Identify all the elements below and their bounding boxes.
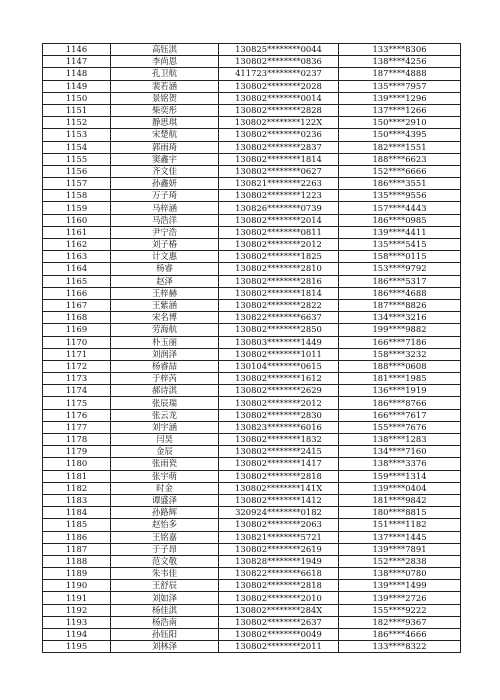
table-row (43, 409, 461, 421)
id-number-cell: 130821********5721 (219, 531, 339, 543)
id-number-cell: 130802********1814 (219, 287, 339, 299)
id-number-cell: 130802********2837 (219, 141, 339, 153)
name-cell: 王梓赫 (111, 287, 219, 299)
name-cell: 柴奕彤 (111, 104, 219, 116)
phone-cell: 151****1182 (339, 519, 461, 531)
table-row (43, 592, 461, 604)
id-number-cell: 130802********2014 (219, 214, 339, 226)
name-cell: 静思琪 (111, 117, 219, 129)
phone-cell: 152****6666 (339, 165, 461, 177)
phone-cell: 137****1266 (339, 104, 461, 116)
row-number-cell: 1154 (43, 141, 111, 153)
row-number-cell: 1173 (43, 373, 111, 385)
table-row (43, 482, 461, 494)
table-row (43, 385, 461, 397)
name-cell: 杨佳淇 (111, 604, 219, 616)
id-number-cell: 130802********2629 (219, 385, 339, 397)
id-number-cell: 130802********2816 (219, 275, 339, 287)
row-number-cell: 1147 (43, 56, 111, 68)
table-row (43, 421, 461, 433)
phone-cell: 188****0608 (339, 360, 461, 372)
name-cell: 景铭贺 (111, 92, 219, 104)
table-row (43, 519, 461, 531)
row-number-cell: 1178 (43, 434, 111, 446)
row-number-cell: 1186 (43, 531, 111, 543)
id-number-cell: 130802********0014 (219, 92, 339, 104)
row-number-cell: 1171 (43, 348, 111, 360)
id-number-cell: 130802********1412 (219, 494, 339, 506)
row-number-cell: 1184 (43, 507, 111, 519)
name-cell: 刘林泽 (111, 641, 219, 653)
table-row (43, 226, 461, 238)
id-number-cell: 130802********1825 (219, 251, 339, 263)
id-number-cell: 130802********284X (219, 604, 339, 616)
id-number-cell: 130802********2828 (219, 104, 339, 116)
name-cell: 齐文佳 (111, 165, 219, 177)
phone-cell: 133****8306 (339, 44, 461, 56)
row-number-cell: 1151 (43, 104, 111, 116)
row-number-cell: 1158 (43, 190, 111, 202)
table-row (43, 141, 461, 153)
name-cell: 王舒辰 (111, 580, 219, 592)
table-row (43, 165, 461, 177)
row-number-cell: 1169 (43, 324, 111, 336)
name-cell: 宋名博 (111, 312, 219, 324)
row-number-cell: 1176 (43, 409, 111, 421)
row-number-cell: 1152 (43, 117, 111, 129)
phone-cell: 181****9842 (339, 494, 461, 506)
phone-cell: 155****7676 (339, 421, 461, 433)
table-row (43, 214, 461, 226)
phone-cell: 135****7957 (339, 80, 461, 92)
name-cell: 刘宇涵 (111, 421, 219, 433)
row-number-cell: 1168 (43, 312, 111, 324)
row-number-cell: 1174 (43, 385, 111, 397)
name-cell: 杨睿喆 (111, 360, 219, 372)
name-cell: 劳海航 (111, 324, 219, 336)
table-row (43, 543, 461, 555)
row-number-cell: 1166 (43, 287, 111, 299)
phone-cell: 150****4395 (339, 129, 461, 141)
id-number-cell: 130825********0044 (219, 44, 339, 56)
table-row (43, 275, 461, 287)
table-row (43, 44, 461, 56)
table-row (43, 324, 461, 336)
row-number-cell: 1161 (43, 226, 111, 238)
name-cell: 高钰淇 (111, 44, 219, 56)
phone-cell: 186****3551 (339, 178, 461, 190)
phone-cell: 186****4666 (339, 629, 461, 641)
phone-cell: 180****8815 (339, 507, 461, 519)
id-number-cell: 130802********2012 (219, 239, 339, 251)
name-cell: 郭雨琦 (111, 141, 219, 153)
phone-cell: 186****5317 (339, 275, 461, 287)
table-row (43, 373, 461, 385)
name-cell: 张辰瑞 (111, 397, 219, 409)
row-number-cell: 1157 (43, 178, 111, 190)
row-number-cell: 1156 (43, 165, 111, 177)
roster-table-body (43, 44, 461, 653)
row-number-cell: 1153 (43, 129, 111, 141)
id-number-cell: 130802********0236 (219, 129, 339, 141)
name-cell: 张雨瓷 (111, 458, 219, 470)
name-cell: 尹宁浩 (111, 226, 219, 238)
phone-cell: 187****4888 (339, 68, 461, 80)
row-number-cell: 1160 (43, 214, 111, 226)
table-row (43, 104, 461, 116)
row-number-cell: 1179 (43, 446, 111, 458)
table-row (43, 446, 461, 458)
phone-cell: 158****0115 (339, 251, 461, 263)
phone-cell: 138****4256 (339, 56, 461, 68)
id-number-cell: 130803********1449 (219, 336, 339, 348)
id-number-cell: 130802********1417 (219, 458, 339, 470)
name-cell: 闫昊 (111, 434, 219, 446)
row-number-cell: 1165 (43, 275, 111, 287)
table-row (43, 531, 461, 543)
row-number-cell: 1170 (43, 336, 111, 348)
phone-cell: 133****8322 (339, 641, 461, 653)
table-row (43, 263, 461, 275)
name-cell: 计文惠 (111, 251, 219, 263)
phone-cell: 135****9556 (339, 190, 461, 202)
id-number-cell: 130802********2028 (219, 80, 339, 92)
phone-cell: 137****1445 (339, 531, 461, 543)
id-number-cell: 130802********1011 (219, 348, 339, 360)
phone-cell: 138****0780 (339, 568, 461, 580)
table-row (43, 117, 461, 129)
name-cell: 范文敬 (111, 555, 219, 567)
table-row (43, 470, 461, 482)
table-row (43, 616, 461, 628)
id-number-cell: 130802********0627 (219, 165, 339, 177)
phone-cell: 187****8826 (339, 299, 461, 311)
name-cell: 杨睿 (111, 263, 219, 275)
table-row (43, 92, 461, 104)
table-row (43, 202, 461, 214)
phone-cell: 157****4443 (339, 202, 461, 214)
table-row (43, 80, 461, 92)
name-cell: 刘子椿 (111, 239, 219, 251)
row-number-cell: 1183 (43, 494, 111, 506)
phone-cell: 139****2726 (339, 592, 461, 604)
table-row (43, 458, 461, 470)
phone-cell: 155****9222 (339, 604, 461, 616)
row-number-cell: 1175 (43, 397, 111, 409)
table-row (43, 153, 461, 165)
id-number-cell: 130802********1612 (219, 373, 339, 385)
row-number-cell: 1150 (43, 92, 111, 104)
name-cell: 宋楚航 (111, 129, 219, 141)
roster-table (42, 43, 461, 653)
name-cell: 孙路辉 (111, 507, 219, 519)
row-number-cell: 1155 (43, 153, 111, 165)
row-number-cell: 1195 (43, 641, 111, 653)
table-row (43, 629, 461, 641)
row-number-cell: 1172 (43, 360, 111, 372)
name-cell: 刘润泽 (111, 348, 219, 360)
phone-cell: 139****1296 (339, 92, 461, 104)
row-number-cell: 1191 (43, 592, 111, 604)
id-number-cell: 130802********2850 (219, 324, 339, 336)
name-cell: 谭盛泽 (111, 494, 219, 506)
row-number-cell: 1190 (43, 580, 111, 592)
id-number-cell: 130802********2012 (219, 397, 339, 409)
name-cell: 张云龙 (111, 409, 219, 421)
table-row (43, 312, 461, 324)
id-number-cell: 130802********1832 (219, 434, 339, 446)
name-cell: 窦鑫宇 (111, 153, 219, 165)
phone-cell: 135****5415 (339, 239, 461, 251)
name-cell: 孙鑫妍 (111, 178, 219, 190)
name-cell: 赵泽 (111, 275, 219, 287)
id-number-cell: 130823********6016 (219, 421, 339, 433)
table-row (43, 360, 461, 372)
name-cell: 裴若涵 (111, 80, 219, 92)
id-number-cell: 130802********2415 (219, 446, 339, 458)
row-number-cell: 1192 (43, 604, 111, 616)
phone-cell: 158****3232 (339, 348, 461, 360)
table-row (43, 507, 461, 519)
phone-cell: 153****9792 (339, 263, 461, 275)
table-row (43, 287, 461, 299)
name-cell: 于子昂 (111, 543, 219, 555)
id-number-cell: 130802********122X (219, 117, 339, 129)
name-cell: 王紫涵 (111, 299, 219, 311)
table-row (43, 251, 461, 263)
phone-cell: 139****0404 (339, 482, 461, 494)
phone-cell: 150****2910 (339, 117, 461, 129)
name-cell: 孔卫航 (111, 68, 219, 80)
row-number-cell: 1189 (43, 568, 111, 580)
id-number-cell: 130802********2822 (219, 299, 339, 311)
phone-cell: 186****8766 (339, 397, 461, 409)
row-number-cell: 1193 (43, 616, 111, 628)
table-row (43, 604, 461, 616)
id-number-cell: 130802********2810 (219, 263, 339, 275)
table-row (43, 299, 461, 311)
name-cell: 朴玉丽 (111, 336, 219, 348)
phone-cell: 199****9882 (339, 324, 461, 336)
name-cell: 万子琦 (111, 190, 219, 202)
phone-cell: 134****7160 (339, 446, 461, 458)
row-number-cell: 1149 (43, 80, 111, 92)
phone-cell: 138****3376 (339, 458, 461, 470)
table-row (43, 434, 461, 446)
id-number-cell: 130821********2263 (219, 178, 339, 190)
name-cell: 王铭嘉 (111, 531, 219, 543)
id-number-cell: 130802********0811 (219, 226, 339, 238)
name-cell: 刘如泽 (111, 592, 219, 604)
id-number-cell: 130802********2818 (219, 580, 339, 592)
id-number-cell: 130802********0049 (219, 629, 339, 641)
table-row (43, 336, 461, 348)
name-cell: 金辰 (111, 446, 219, 458)
id-number-cell: 130104********0615 (219, 360, 339, 372)
phone-cell: 152****2838 (339, 555, 461, 567)
phone-cell: 136****1919 (339, 385, 461, 397)
row-number-cell: 1162 (43, 239, 111, 251)
phone-cell: 186****4688 (339, 287, 461, 299)
row-number-cell: 1148 (43, 68, 111, 80)
table-row (43, 190, 461, 202)
table-row (43, 348, 461, 360)
phone-cell: 139****1499 (339, 580, 461, 592)
id-number-cell: 130802********2011 (219, 641, 339, 653)
phone-cell: 166****7617 (339, 409, 461, 421)
table-row (43, 68, 461, 80)
row-number-cell: 1164 (43, 263, 111, 275)
phone-cell: 134****3216 (339, 312, 461, 324)
id-number-cell: 130802********0836 (219, 56, 339, 68)
row-number-cell: 1180 (43, 458, 111, 470)
id-number-cell: 130802********2063 (219, 519, 339, 531)
phone-cell: 138****1283 (339, 434, 461, 446)
phone-cell: 182****9367 (339, 616, 461, 628)
name-cell: 时金 (111, 482, 219, 494)
table-row (43, 397, 461, 409)
name-cell: 杨浩南 (111, 616, 219, 628)
row-number-cell: 1167 (43, 299, 111, 311)
row-number-cell: 1181 (43, 470, 111, 482)
id-number-cell: 130802********2010 (219, 592, 339, 604)
id-number-cell: 130802********141X (219, 482, 339, 494)
name-cell: 李尚恩 (111, 56, 219, 68)
id-number-cell: 130802********1223 (219, 190, 339, 202)
id-number-cell: 320924********0182 (219, 507, 339, 519)
id-number-cell: 130828********1949 (219, 555, 339, 567)
phone-cell: 166****7186 (339, 336, 461, 348)
row-number-cell: 1187 (43, 543, 111, 555)
name-cell: 张宇萌 (111, 470, 219, 482)
row-number-cell: 1159 (43, 202, 111, 214)
table-row (43, 129, 461, 141)
table-row (43, 239, 461, 251)
name-cell: 于梓芮 (111, 373, 219, 385)
id-number-cell: 130822********6637 (219, 312, 339, 324)
name-cell: 赵怡多 (111, 519, 219, 531)
name-cell: 马梓涵 (111, 202, 219, 214)
table-row (43, 641, 461, 653)
row-number-cell: 1146 (43, 44, 111, 56)
row-number-cell: 1182 (43, 482, 111, 494)
phone-cell: 139****4411 (339, 226, 461, 238)
table-row (43, 178, 461, 190)
phone-cell: 188****6623 (339, 153, 461, 165)
row-number-cell: 1185 (43, 519, 111, 531)
name-cell: 郝诗淇 (111, 385, 219, 397)
id-number-cell: 130802********1814 (219, 153, 339, 165)
row-number-cell: 1177 (43, 421, 111, 433)
row-number-cell: 1163 (43, 251, 111, 263)
phone-cell: 139****7891 (339, 543, 461, 555)
row-number-cell: 1188 (43, 555, 111, 567)
row-number-cell: 1194 (43, 629, 111, 641)
id-number-cell: 130802********2637 (219, 616, 339, 628)
id-number-cell: 130802********2619 (219, 543, 339, 555)
phone-cell: 181****1985 (339, 373, 461, 385)
phone-cell: 159****1314 (339, 470, 461, 482)
id-number-cell: 130826********0739 (219, 202, 339, 214)
name-cell: 朱韦佳 (111, 568, 219, 580)
table-row (43, 555, 461, 567)
table-row (43, 56, 461, 68)
name-cell: 孙钰阳 (111, 629, 219, 641)
id-number-cell: 130822********6618 (219, 568, 339, 580)
name-cell: 马浩洋 (111, 214, 219, 226)
phone-cell: 186****0985 (339, 214, 461, 226)
table-row (43, 494, 461, 506)
id-number-cell: 130802********2818 (219, 470, 339, 482)
id-number-cell: 411723********0237 (219, 68, 339, 80)
table-row (43, 580, 461, 592)
phone-cell: 182****1551 (339, 141, 461, 153)
id-number-cell: 130802********2830 (219, 409, 339, 421)
table-row (43, 568, 461, 580)
